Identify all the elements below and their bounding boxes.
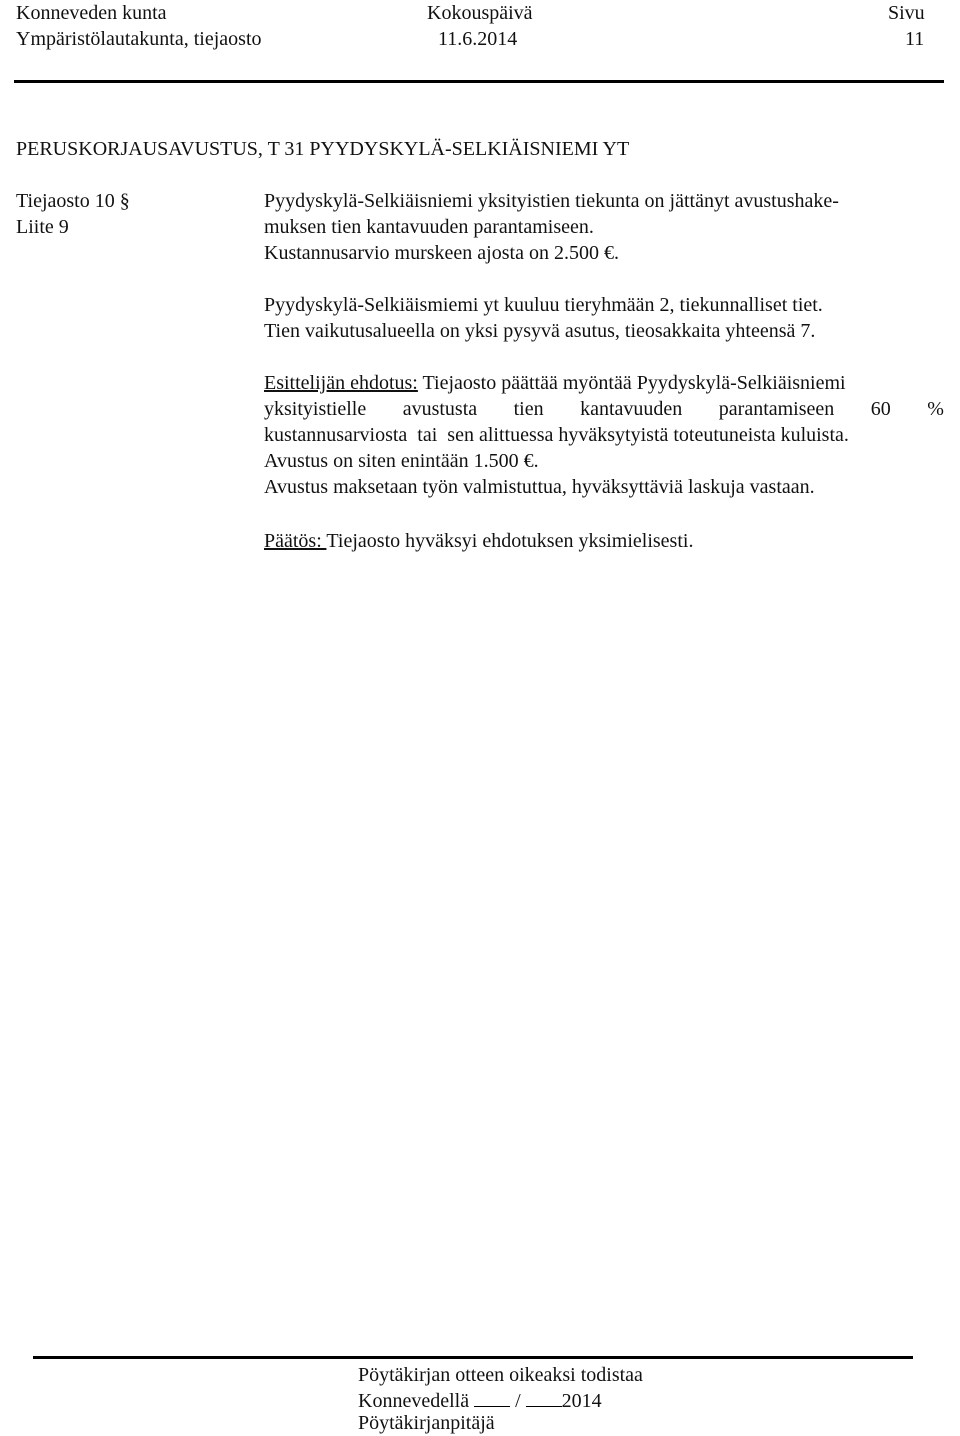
justified-word: parantamiseen	[718, 398, 835, 420]
justified-word: yksityistielle	[264, 398, 367, 420]
section-title: PERUSKORJAUSAVUSTUS, T 31 PYYDYSKYLÄ-SELKIÄISNIEMI YT	[16, 138, 630, 160]
paragraph-application	[264, 188, 839, 266]
footer-place: Konnevedellä	[358, 1390, 470, 1412]
footer-divider	[33, 1356, 913, 1359]
proposal-line: kustannusarviosta tai sen alittuessa hyväksytyistä toteutuneista kuluista.	[264, 424, 849, 446]
header-page-label: Sivu	[888, 2, 925, 24]
justified-word: tien	[513, 398, 544, 420]
header-page-number: 11	[905, 28, 925, 50]
footer-year: 2014	[561, 1390, 602, 1412]
justified-word: 60	[870, 398, 891, 420]
proposal-justified-line	[264, 396, 944, 422]
footer-keeper: Pöytäkirjanpitäjä	[358, 1412, 495, 1434]
paragraph-line: Pyydyskylä-Selkiäisniemi yksityistien tiekunta on jättänyt avustushake-	[264, 190, 839, 212]
header-board: Ympäristölautakunta, tiejaosto	[16, 28, 262, 50]
proposal-first-line	[264, 370, 944, 396]
justified-word: kantavuuden	[580, 398, 683, 420]
footer-slash: /	[515, 1390, 521, 1412]
footer-certify: Pöytäkirjan otteen oikeaksi todistaa	[358, 1364, 643, 1386]
paragraph-line: Pyydyskylä-Selkiäismiemi yt kuuluu tieryhmään 2, tiekunnalliset tiet.	[264, 294, 823, 316]
header-date: 11.6.2014	[438, 28, 518, 50]
decision-label: Päätös:	[264, 530, 327, 552]
proposal-line: Avustus maksetaan työn valmistuttua, hyväksyttäviä laskuja vastaan.	[264, 476, 815, 498]
header-date-label: Kokouspäivä	[427, 2, 533, 24]
proposal-label: Esittelijän ehdotus:	[264, 372, 418, 394]
paragraph-line: muksen tien kantavuuden parantamiseen.	[264, 216, 594, 238]
paragraph-line: Kustannusarvio murskeen ajosta on 2.500 €.	[264, 242, 619, 264]
paragraph-line: Tien vaikutusalueella on yksi pysyvä asutus, tieosakkaita yhteensä 7.	[264, 320, 816, 342]
justified-word: avustusta	[402, 398, 478, 420]
header-divider	[14, 80, 944, 83]
justified-word: %	[927, 398, 944, 420]
section-ref-tiejaosto: Tiejaosto 10 §	[16, 190, 130, 212]
decision-text: Tiejaosto hyväksyi ehdotuksen yksimielisesti.	[326, 530, 694, 552]
header-org: Konneveden kunta	[16, 2, 167, 24]
day-blank	[474, 1388, 510, 1407]
month-blank	[526, 1388, 562, 1407]
paragraph-road-info	[264, 292, 823, 344]
section-ref-attachment: Liite 9	[16, 216, 69, 238]
proposal-first-text: Tiejaosto päättää myöntää Pyydyskylä-Selkiäisniemi	[422, 372, 846, 394]
proposal-line: Avustus on siten enintään 1.500 €.	[264, 450, 539, 472]
paragraph-proposal	[264, 370, 944, 500]
paragraph-decision	[264, 528, 693, 554]
